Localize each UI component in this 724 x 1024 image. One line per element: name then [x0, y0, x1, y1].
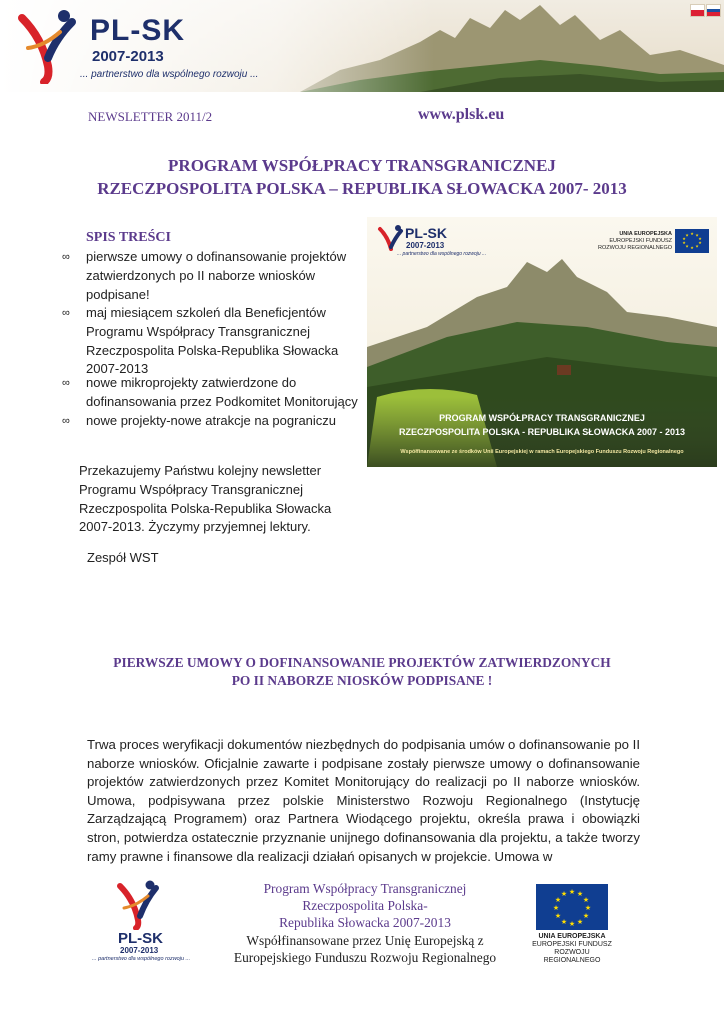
footer-logo: [84, 880, 194, 966]
newsletter-label: NEWSLETTER 2011/2: [88, 109, 213, 124]
svg-text:★: ★: [695, 243, 699, 249]
svg-text:★: ★: [576, 918, 584, 926]
poster-eu-line3: ROZWOJU REGIONALNEGO: [598, 245, 672, 251]
toc-item-label: pierwsze umowy o dofinansowanie projektów zatwierdzonych po II naborze wniosków podpisane!: [86, 249, 347, 302]
svg-text:★: ★: [584, 904, 592, 912]
toc-item-label: nowe projekty-nowe atrakcje na pograniczu: [86, 413, 337, 428]
flag-sk-icon[interactable]: [706, 4, 721, 17]
header-logo-tagline: ... partnerstwo dla wspólnego rozwoju ...: [80, 69, 259, 80]
poster-eu-flag-icon: [675, 229, 709, 253]
article-body-text: Trwa proces weryfikacji dokumentów niezbędnych do podpisania umów o dofinansowanie po II naborze wniosków. Oficjalnie zawarte i podpisane zostały pierwsze umowy o dofinansowanie projektów zatwierdzonych przez Komitet Monitorujący do realizacji po II naborze wniosków. Umowa, podpisywana przez polskie Ministerstwo Rozwoju Regionalnego (Instytucję Zarządzającą Programem) oraz Partnera Wiodącego projektu, określa prawa i obowiązki stron, potwierdza ostatecznie przyznanie unijnego dofinansowania dla projektu, a także tworzy ramy prawne i finansowe dla realizacji działań opisanych w projekcie. Umowa w: [87, 737, 640, 864]
site-url-link[interactable]: www.plsk.eu: [418, 106, 505, 123]
svg-text:★: ★: [560, 890, 568, 898]
footer-line4: Współfinansowane przez Unię Europejską z: [246, 932, 484, 948]
footer-eu-line2: EUROPEJSKI FUNDUSZ: [532, 941, 612, 948]
footer-logo-years: 2007-2013: [120, 946, 159, 955]
program-title: [0, 154, 724, 200]
header-logo-title: PL-SK: [90, 14, 185, 47]
poster-eu-text: [577, 231, 672, 252]
toc-item-label: maj miesiącem szkoleń dla Beneficjentów Programu Współpracy Transgranicznej Rzeczpospolita Polska-Republika Słowacka 2007-2013: [86, 305, 339, 377]
footer-line3: Republika Słowacka 2007-2013: [279, 915, 451, 931]
svg-text:★: ★: [690, 231, 694, 236]
poster-title-line1: PROGRAM WSPÓŁPRACY TRANSGRANICZNEJ: [439, 413, 645, 423]
footer-logo-figure-icon: [114, 880, 164, 930]
section-title: [0, 654, 724, 690]
infinity-bullet-icon: ∞: [62, 251, 70, 263]
section-title-line2: PO II NABORZE NIOSKÓW PODPISANE !: [231, 673, 493, 688]
toc-item-label: nowe mikroprojekty zatwierdzone do dofinansowania przez Podkomitet Monitorujący: [86, 375, 358, 409]
svg-text:★: ★: [576, 890, 584, 898]
section-title-line1: PIERWSZE UMOWY O DOFINANSOWANIE PROJEKTÓW ZATWIERDZONYCH: [113, 655, 611, 670]
footer-line2: Rzeczpospolita Polska-: [302, 898, 428, 914]
footer-line1: Program Współpracy Transgranicznej: [263, 881, 467, 896]
svg-text:★: ★: [682, 236, 686, 241]
svg-text:★: ★: [582, 912, 590, 920]
program-poster-image: [367, 217, 717, 467]
program-title-line2: RZECZPOSPOLITA POLSKA – REPUBLIKA SŁOWACKA 2007- 2013: [97, 179, 627, 198]
footer-eu-line1: UNIA EUROPEJSKA: [538, 933, 606, 940]
svg-text:★: ★: [554, 912, 562, 920]
poster-logo-title: PL-SK: [405, 225, 447, 241]
svg-text:★: ★: [554, 896, 562, 904]
poster-logo-tagline: ... partnerstwo dla wspólnego rozwoju ...: [397, 251, 487, 257]
header-logo-years: 2007-2013: [92, 48, 164, 65]
pl-sk-logo-figure-icon: [14, 8, 86, 84]
svg-text:★: ★: [695, 232, 699, 238]
poster-logo-years: 2007-2013: [406, 241, 445, 250]
infinity-bullet-icon: ∞: [62, 307, 70, 319]
eu-flag-icon: [536, 884, 608, 930]
footer-program-info: [200, 880, 530, 966]
footer-logo-tagline: ... partnerstwo dla wspólnego rozwoju ...: [92, 956, 191, 962]
infinity-bullet-icon: ∞: [62, 415, 70, 427]
svg-text:★: ★: [568, 888, 576, 896]
poster-eu-line1: UNIA EUROPEJSKA: [619, 231, 672, 237]
svg-text:★: ★: [568, 920, 576, 928]
flag-pl-icon[interactable]: [690, 4, 705, 17]
svg-text:★: ★: [560, 918, 568, 926]
svg-text:★: ★: [552, 904, 560, 912]
footer-eu-line3: ROZWOJU REGIONALNEGO: [543, 949, 601, 964]
footer-logo-title: PL-SK: [118, 930, 163, 947]
footer-line5: Europejskiego Funduszu Rozwoju Regionalnego: [233, 949, 497, 965]
svg-text:★: ★: [690, 245, 694, 250]
toc-heading: SPIS TREŚCI: [86, 230, 171, 245]
svg-text:★: ★: [685, 243, 689, 249]
poster-title-line2: RZECZPOSPOLITA POLSKA - REPUBLIKA SŁOWACKA 2007 - 2013: [398, 427, 686, 437]
svg-text:★: ★: [682, 240, 686, 245]
infinity-bullet-icon: ∞: [62, 377, 70, 389]
svg-text:★: ★: [582, 896, 590, 904]
intro-paragraph: Przekazujemy Państwu kolejny newsletter Programu Współpracy Transgranicznej Rzeczpospolita Polska-Republika Słowacka 2007-2013. Życzymy przyjemnej lektury.: [79, 463, 332, 535]
poster-eu-line2: EUROPEJSKI FUNDUSZ: [609, 238, 672, 244]
svg-text:★: ★: [685, 232, 689, 238]
signature: Zespół WST: [87, 550, 159, 565]
svg-text:★: ★: [698, 236, 702, 241]
program-title-line1: PROGRAM WSPÓŁPRACY TRANSGRANICZNEJ: [168, 156, 556, 175]
poster-caption: Współfinansowane ze środków Unii Europejskiej w ramach Europejskiego Funduszu Rozwoju Regionalnego: [400, 449, 684, 455]
footer-eu-logo: [532, 884, 612, 965]
header-banner: [0, 0, 724, 92]
svg-text:★: ★: [698, 240, 702, 245]
